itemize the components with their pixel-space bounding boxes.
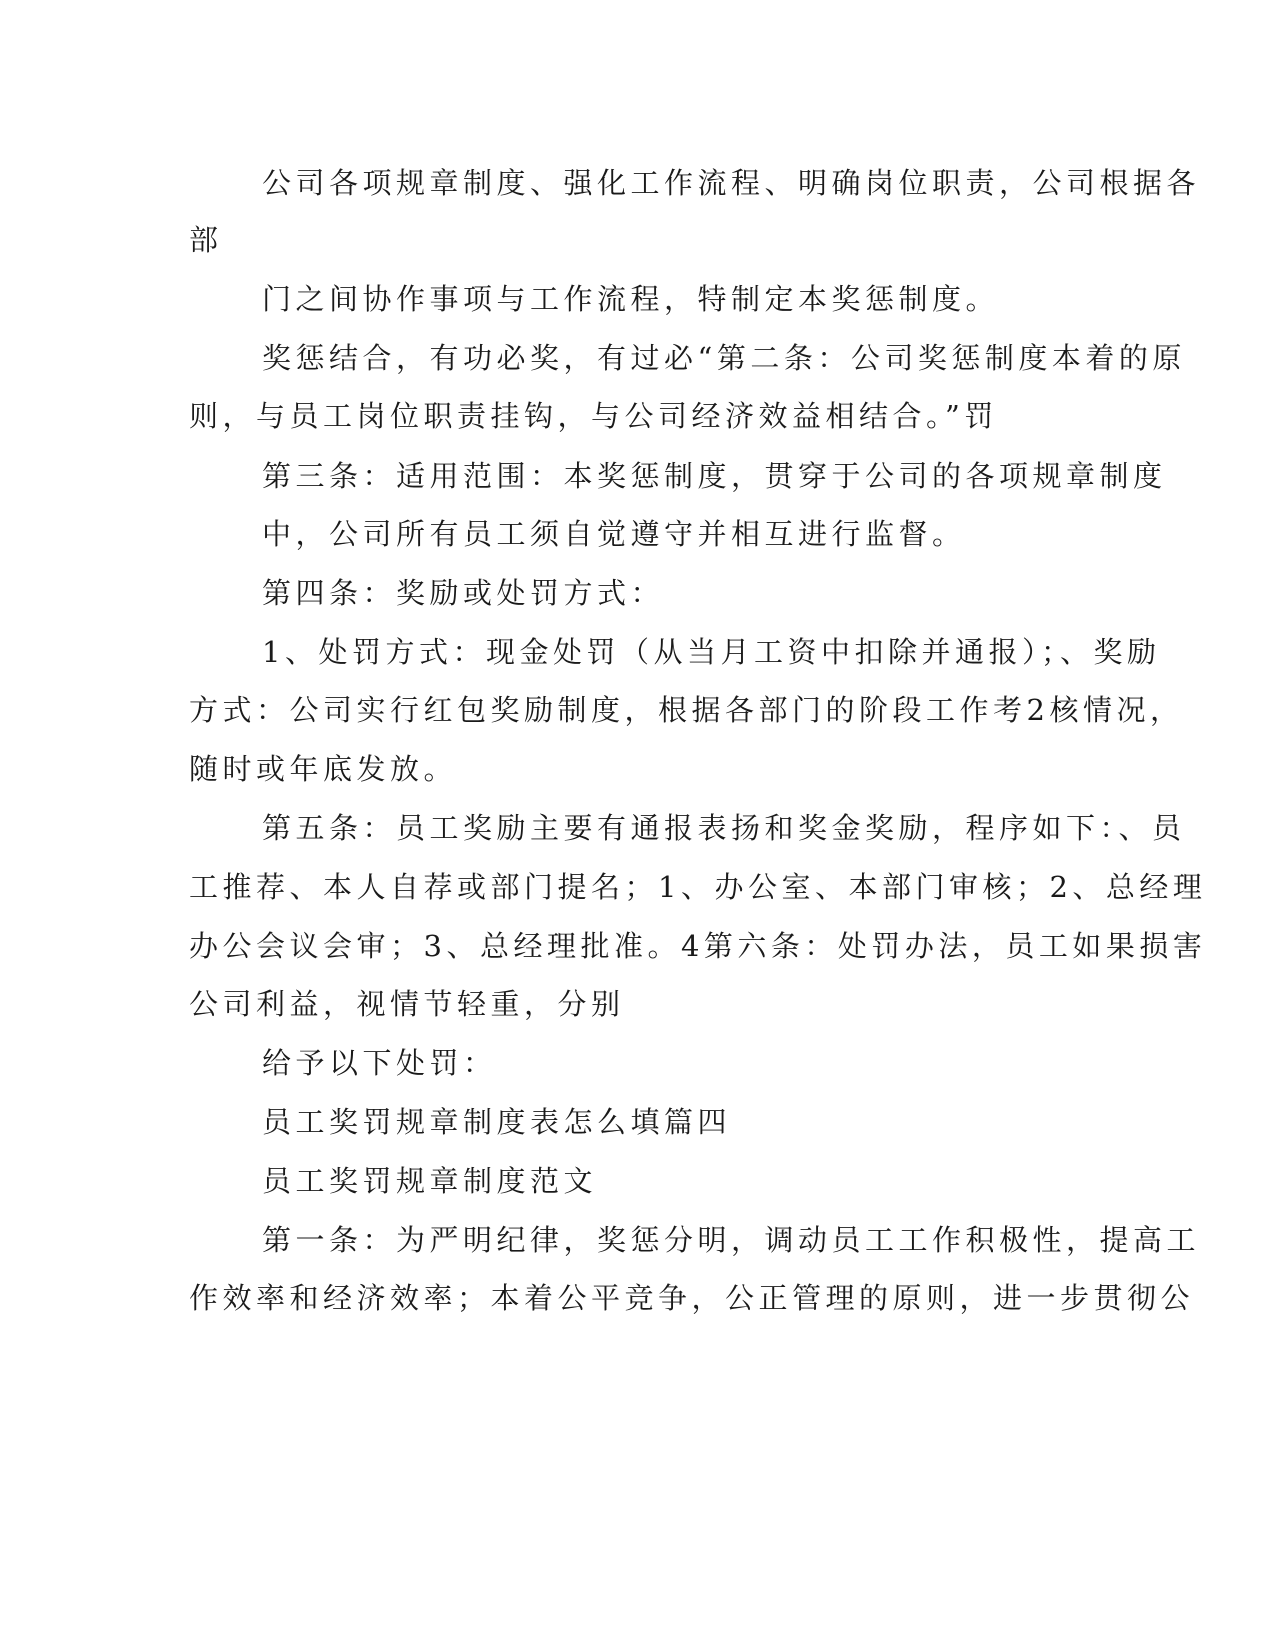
paragraph-line: 随时或年底发放。 bbox=[189, 752, 458, 786]
paragraph-line: 办公会议会审；3、总经理批准。4第六条：处罚办法，员工如果损害 bbox=[189, 929, 1207, 963]
paragraph-line: 部 bbox=[189, 223, 223, 257]
paragraph-line: 公司利益，视情节轻重，分别 bbox=[189, 987, 625, 1021]
paragraph-line: 1、处罚方式：现金处罚（从当月工资中扣除并通报）；、奖励 bbox=[262, 635, 1161, 669]
paragraph-line: 方式：公司实行红包奖励制度，根据各部门的阶段工作考2核情况， bbox=[189, 693, 1184, 727]
paragraph-line: 中，公司所有员工须自觉遵守并相互进行监督。 bbox=[262, 517, 966, 551]
paragraph-line: 第一条：为严明纪律，奖惩分明，调动员工工作积极性，提高工 bbox=[262, 1223, 1201, 1257]
section-heading: 员工奖罚规章制度表怎么填篇四 bbox=[262, 1105, 732, 1139]
paragraph-line: 第三条：适用范围：本奖惩制度，贯穿于公司的各项规章制度 bbox=[262, 459, 1167, 493]
paragraph-line: 第五条：员工奖励主要有通报表扬和奖金奖励，程序如下：、员 bbox=[262, 811, 1186, 845]
paragraph-line: 门之间协作事项与工作流程，特制定本奖惩制度。 bbox=[262, 282, 1000, 316]
paragraph-line: 公司各项规章制度、强化工作流程、明确岗位职责，公司根据各 bbox=[262, 166, 1201, 200]
paragraph-line: 奖惩结合，有功必奖，有过必“第二条：公司奖惩制度本着的原 bbox=[262, 341, 1186, 375]
paragraph-line: 作效率和经济效率；本着公平竞争，公正管理的原则，进一步贯彻公 bbox=[189, 1281, 1195, 1315]
paragraph-line: 第四条：奖励或处罚方式： bbox=[262, 576, 665, 610]
section-heading: 员工奖罚规章制度范文 bbox=[262, 1164, 598, 1198]
paragraph-line: 给予以下处罚： bbox=[262, 1046, 497, 1080]
paragraph-line: 工推荐、本人自荐或部门提名；1、办公室、本部门审核；2、总经理 bbox=[189, 870, 1207, 904]
paragraph-line: 则，与员工岗位职责挂钩，与公司经济效益相结合。”罚 bbox=[189, 399, 998, 433]
